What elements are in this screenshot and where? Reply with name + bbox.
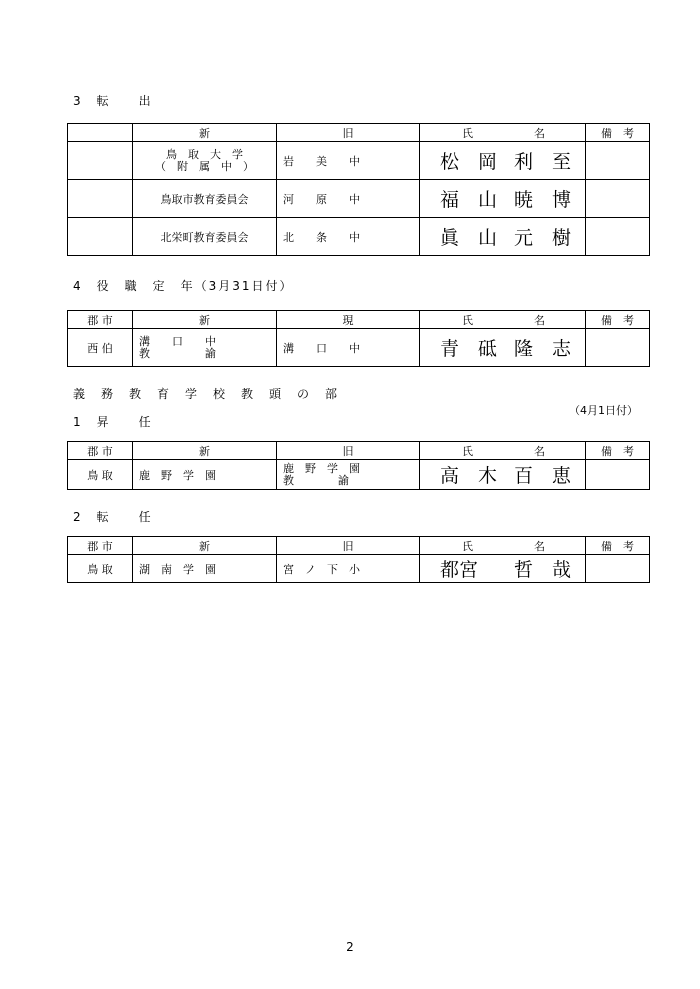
city-header: 郡 市 [68,442,133,460]
section-4-title: 4 役 職 定 年（3月31日付） [73,279,294,293]
page-number: 2 [346,940,354,954]
new-header: 新 [133,442,277,460]
person-name-cell: 松 岡 利 至 [420,142,586,180]
section-1-table [67,441,650,490]
new-position-cell: 溝 口 中 教 諭 [133,329,277,367]
table-header-row [68,442,650,460]
table-header-row [68,124,650,142]
old-position-cell: 鹿 野 学 園 教 諭 [277,460,420,490]
person-name-cell: 青 砥 隆 志 [420,329,586,367]
old-header: 旧 [277,124,420,142]
remarks-cell [586,460,650,490]
city-header: 郡 市 [68,537,133,555]
person-name-cell: 高 木 百 恵 [420,460,586,490]
table-row [68,329,650,367]
old-position-cell: 北 条 中 [277,218,420,256]
blank-header-cell [68,124,133,142]
blank-cell [68,218,133,256]
name-header: 氏 名 [420,124,586,142]
section-4-table [67,310,650,367]
new-position-cell: 鹿 野 学 園 [133,460,277,490]
remarks-header: 備 考 [586,311,650,329]
table-row [68,218,650,256]
table-row [68,460,650,490]
section-2-title: 2 転 任 [73,510,153,524]
person-name-cell: 眞 山 元 樹 [420,218,586,256]
remarks-header: 備 考 [586,124,650,142]
new-header: 新 [133,124,277,142]
table-row [68,142,650,180]
old-position-cell: 河 原 中 [277,180,420,218]
city-cell: 鳥 取 [68,460,133,490]
old-header: 旧 [277,537,420,555]
section-3-table [67,123,650,256]
name-header: 氏 名 [420,442,586,460]
old-position-cell: 岩 美 中 [277,142,420,180]
table-row [68,555,650,583]
blank-cell [68,180,133,218]
blank-cell [68,142,133,180]
city-cell: 西 伯 [68,329,133,367]
current-header: 現 [277,311,420,329]
remarks-cell [586,329,650,367]
remarks-cell [586,555,650,583]
remarks-cell [586,218,650,256]
new-header: 新 [133,311,277,329]
new-position-cell: 湖 南 学 園 [133,555,277,583]
table-header-row [68,537,650,555]
name-header: 氏 名 [420,311,586,329]
person-name-cell: 都宮 哲 哉 [420,555,586,583]
remarks-header: 備 考 [586,442,650,460]
person-name-cell: 福 山 暁 博 [420,180,586,218]
section-3-title: 3 転 出 [73,94,153,108]
old-position-cell: 宮 ノ 下 小 [277,555,420,583]
remarks-cell [586,142,650,180]
city-header: 郡 市 [68,311,133,329]
remarks-cell [586,180,650,218]
section-1-title: 1 昇 任 [73,415,153,429]
table-row [68,180,650,218]
current-position-cell: 溝 口 中 [277,329,420,367]
name-header: 氏 名 [420,537,586,555]
new-position-cell: 鳥取市教育委員会 [133,180,277,218]
effective-date: （4月1日付） [569,404,638,417]
old-header: 旧 [277,442,420,460]
section-2-table [67,536,650,583]
new-position-cell: 鳥 取 大 学 （ 附 属 中 ） [133,142,277,180]
table-header-row [68,311,650,329]
remarks-header: 備 考 [586,537,650,555]
new-header: 新 [133,537,277,555]
new-position-cell: 北栄町教育委員会 [133,218,277,256]
vice-principal-heading: 義 務 教 育 学 校 教 頭 の 部 [73,387,340,401]
city-cell: 鳥 取 [68,555,133,583]
